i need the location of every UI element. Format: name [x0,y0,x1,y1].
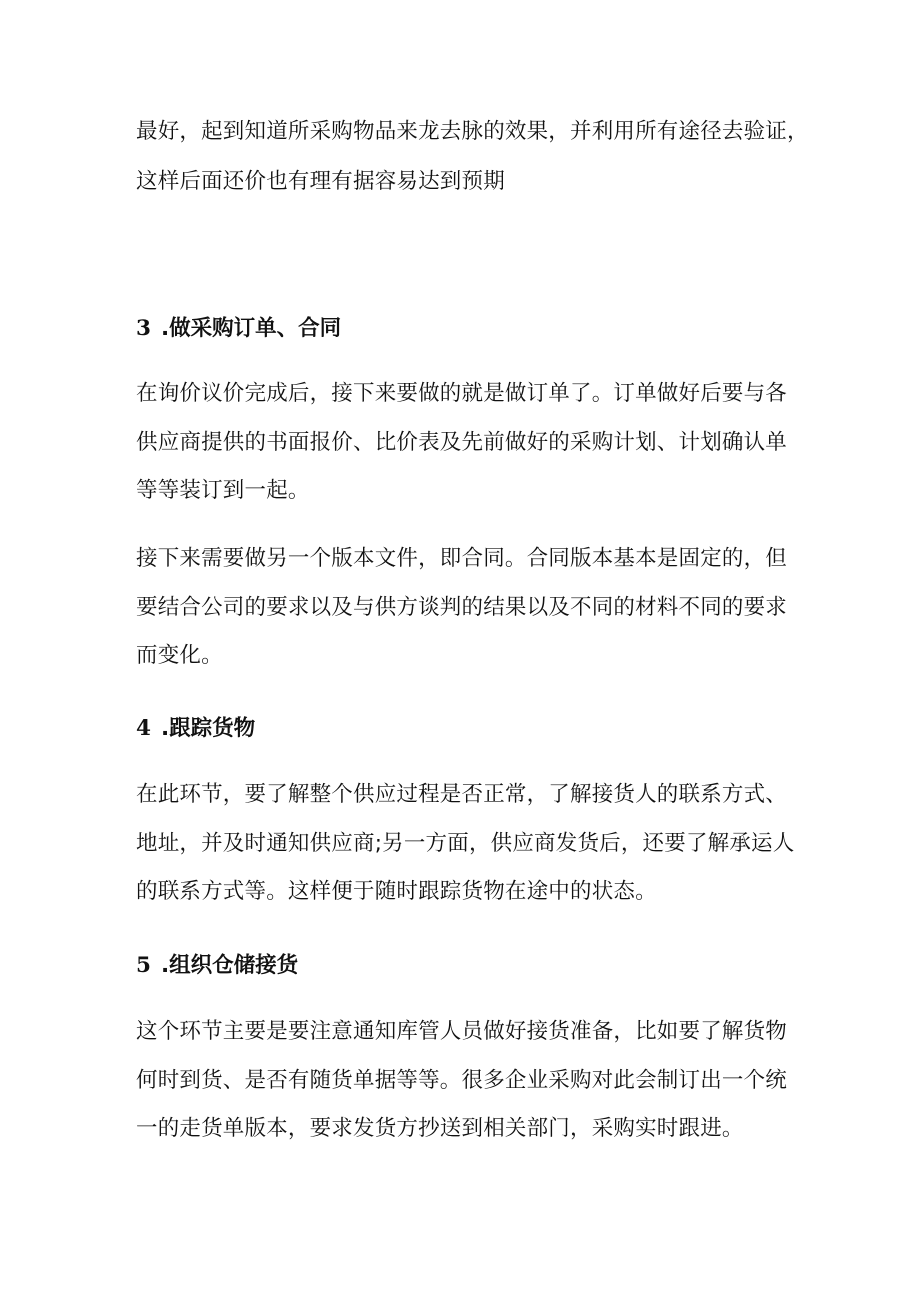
section-3-number: 3 [136,316,151,341]
section-3-p2-line-1: 接下来需要做另一个版本文件，即合同。合同版本基本是固定的，但 [136,546,788,571]
section-3-p1-line-1: 在询价议价完成后，接下来要做的就是做订单了。订单做好后要与各 [136,381,788,406]
section-3-p2-line-3: 而变化。 [136,643,223,668]
section-3-title: .做采购订单、合同 [160,316,342,341]
section-4-p1-line-3: 的联系方式等。这样便于随时跟踪货物在途中的状态。 [136,879,657,904]
section-4-number: 4 [136,716,151,741]
section-4-p1-line-2: 地址，并及时通知供应商;另一方面，供应商发货后，还要了解承运人 [136,831,795,856]
section-3-p1-line-3: 等等装订到一起。 [136,478,310,503]
section-5-number: 5 [136,953,151,978]
section-3-heading [136,313,341,345]
section-3-p2-line-2: 要结合公司的要求以及与供方谈判的结果以及不同的材料不同的要求 [136,595,788,620]
section-4-p1-line-1: 在此环节，要了解整个供应过程是否正常，了解接货人的联系方式、 [136,782,788,807]
section-5-heading [136,950,298,982]
section-4-heading [136,713,255,745]
intro-line-2: 这样后面还价也有理有据容易达到预期 [136,169,505,194]
section-5-p1-line-2: 何时到货、是否有随货单据等等。很多企业采购对此会制订出一个统 [136,1068,788,1093]
section-5-p1-line-3: 一的走货单版本，要求发货方抄送到相关部门，采购实时跟进。 [136,1116,744,1141]
intro-line-1: 最好，起到知道所采购物品来龙去脉的效果，并利用所有途径去验证， [136,119,809,144]
section-5-p1-line-1: 这个环节主要是要注意通知库管人员做好接货准备，比如要了解货物 [136,1019,788,1044]
section-4-title: .跟踪货物 [160,716,256,741]
section-3-p1-line-2: 供应商提供的书面报价、比价表及先前做好的采购计划、计划确认单 [136,430,788,455]
section-5-title: .组织仓储接货 [160,953,299,978]
